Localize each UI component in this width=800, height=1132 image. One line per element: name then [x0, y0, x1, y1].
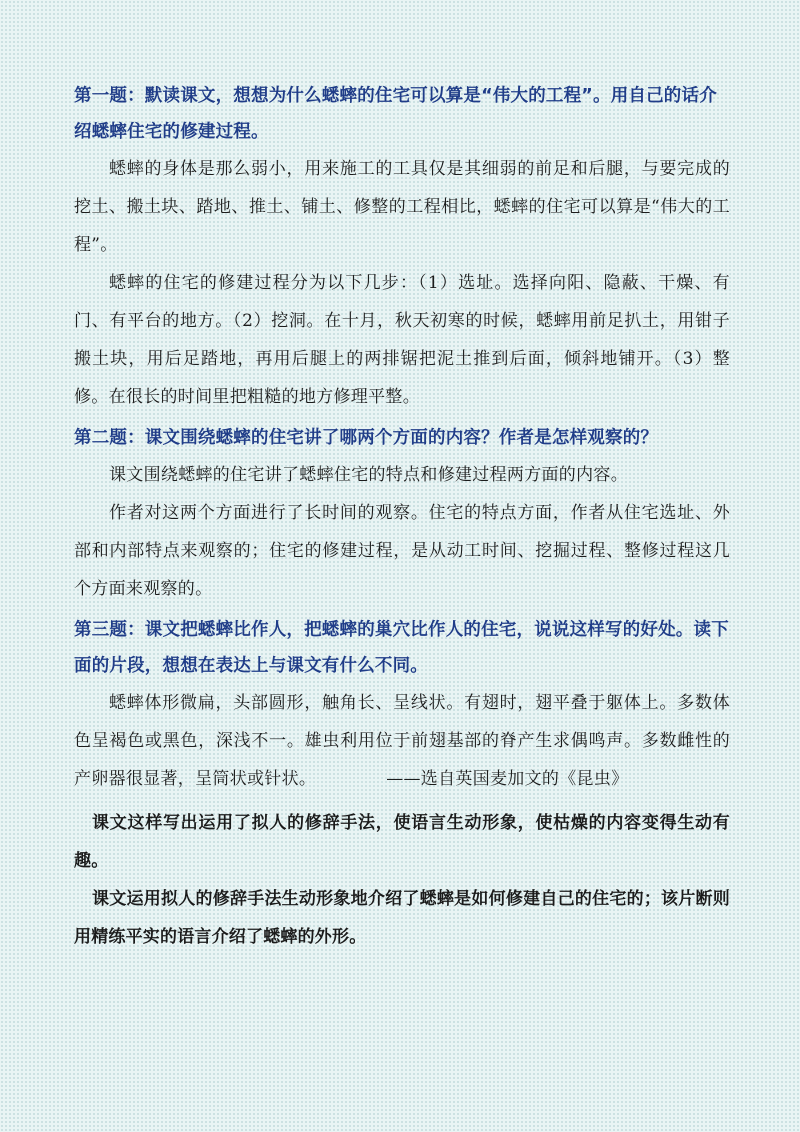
- question-2-paragraph-1: 课文围绕蟋蟀的住宅讲了蟋蟀住宅的特点和修建过程两方面的内容。: [109, 465, 628, 485]
- question-3-answers: [74, 804, 730, 956]
- question-3-title: 第三题：课文把蟋蟀比作人，把蟋蟀的巢穴比作人的住宅，说说这样写的好处。读下面的片段，想想在表达上与课文有什么不同。: [74, 620, 729, 676]
- excerpt-text: 蟋蟀体形微扁，头部圆形，触角长、呈线状。有翅时，翅平叠于躯体上。多数体色呈褐色或黑色，深浅不一。雄虫利用位于前翅基部的脊产生求偶鸣声。多数雌性的产卵器很显著，呈筒状或针状。: [74, 693, 730, 789]
- excerpt-source: ——选自英国麦加文的《昆虫》: [386, 769, 629, 789]
- question-3-excerpt: [74, 684, 730, 798]
- question-1-paragraph-2: 蟋蟀的住宅的修建过程分为以下几步：（1）选址。选择向阳、隐蔽、干燥、有门、有平台的地方。（2）挖洞。在十月，秋天初寒的时候，蟋蟀用前足扒土，用钳子搬土块，用后足踏地，再用后腿上的两排锯把泥土推到后面，倾斜地铺开。（3）整修。在很长的时间里把粗糙的地方修理平整。: [74, 273, 730, 407]
- question-1-section: [74, 78, 730, 416]
- question-3-answer-2: 课文运用拟人的修辞手法生动形象地介绍了蟋蟀是如何修建自己的住宅的；该片断则用精练平实的语言介绍了蟋蟀的外形。: [74, 889, 730, 947]
- question-3-answer-1: 课文这样写出运用了拟人的修辞手法，使语言生动形象，使枯燥的内容变得生动有趣。: [74, 813, 730, 871]
- question-2-title: 第二题：课文围绕蟋蟀的住宅讲了哪两个方面的内容？作者是怎样观察的？: [74, 428, 659, 448]
- question-2-paragraph-2: 作者对这两个方面进行了长时间的观察。住宅的特点方面，作者从住宅选址、外部和内部特点来观察的；住宅的修建过程，是从动工时间、挖掘过程、整修过程这几个方面来观察的。: [74, 503, 730, 599]
- question-1-title: 第一题：默读课文，想想为什么蟋蟀的住宅可以算是“伟大的工程”。用自己的话介绍蟋蟀住宅的修建过程。: [74, 86, 717, 142]
- question-2-section: [74, 420, 730, 608]
- question-1-paragraph-1: 蟋蟀的身体是那么弱小，用来施工的工具仅是其细弱的前足和后腿，与要完成的挖土、搬土块、踏地、推土、铺土、修整的工程相比，蟋蟀的住宅可以算是“伟大的工程”。: [74, 159, 730, 255]
- question-3-section: [74, 612, 730, 956]
